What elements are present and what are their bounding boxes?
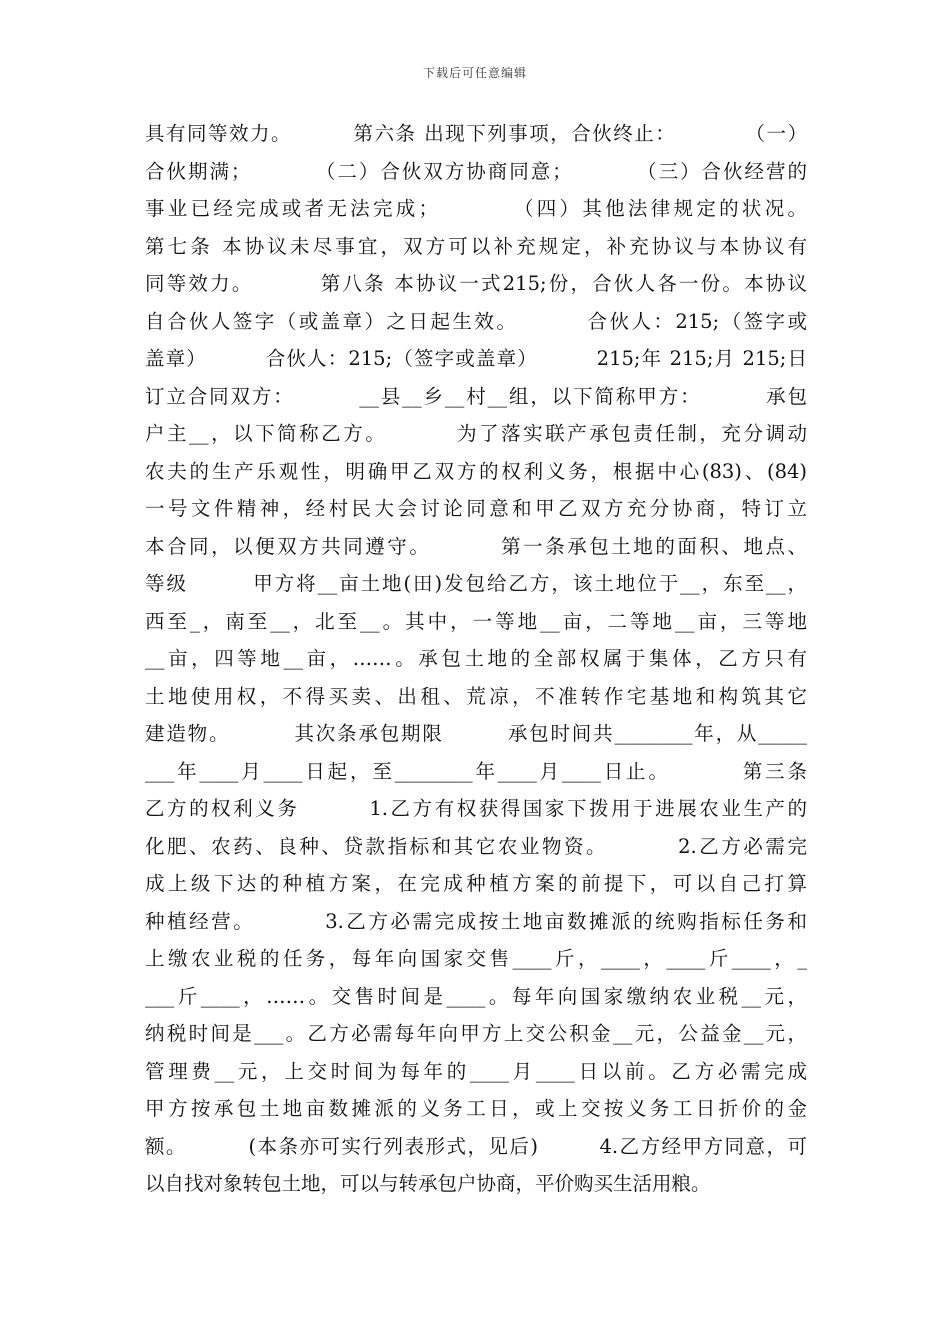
text-line: 农夫的生产乐观性，明确甲乙双方的权利义务，根据中心(83)、(84) — [145, 459, 807, 483]
text-line: 户主__，以下简称乙方。 为了落实联产承包责任制，充分调动 — [145, 422, 807, 445]
text-line: 纳税时间是___。乙方必需每年向甲方上交公积金__元，公益金__元， — [145, 1022, 807, 1045]
text-line: 上缴农业税的任务，每年向国家交售____斤，____，____斤____，_ — [145, 947, 807, 970]
text-line: 第七条 本协议未尽事宜，双方可以补充规定，补充协议与本协议有 — [145, 234, 807, 258]
text-line: ___斤____，……。交售时间是____。每年向国家缴纳农业税__元， — [145, 984, 807, 1008]
text-line: 乙方的权利义务 1.乙方有权获得国家下拨用于进展农业生产的 — [145, 797, 807, 820]
text-line: 盖章） 合伙人：215;（签字或盖章） 215;年 215;月 215;日 — [145, 347, 807, 370]
text-line: 本合同，以便双方共同遵守。 第一条承包土地的面积、地点、 — [145, 534, 807, 558]
text-line: 自合伙人签字（或盖章）之日起生效。 合伙人：215;（签字或 — [145, 309, 807, 333]
text-line: __亩，四等地__亩，……。承包土地的全部权属于集体，乙方只有 — [145, 647, 807, 670]
text-line: 额。 (本条亦可实行列表形式，见后) 4.乙方经甲方同意，可 — [145, 1134, 807, 1158]
text-line: 土地使用权，不得买卖、出租、荒凉，不准转作宅基地和构筑其它 — [145, 684, 807, 708]
text-line: 一号文件精神，经村民大会讨论同意和甲乙双方充分协商，特订立 — [145, 497, 807, 520]
document-body — [145, 115, 807, 1203]
text-line: 管理费__元，上交时间为每年的____月____日以前。乙方必需完成 — [145, 1059, 807, 1083]
text-line: 西至_，南至__，北至__。其中，一等地__亩，二等地__亩，三等地 — [145, 609, 807, 633]
text-line: 等级 甲方将__亩土地(田)发包给乙方，该土地位于__，东至__， — [145, 572, 807, 595]
text-line: 甲方按承包土地亩数摊派的义务工日，或上交按义务工日折价的金 — [145, 1097, 807, 1120]
text-line: 建造物。 其次条承包期限 承包时间共________年，从_____ — [145, 722, 807, 745]
text-line: 以自找对象转包土地，可以与转承包户协商，平价购买生活用粮。 — [145, 1172, 711, 1195]
text-line: 事业已经完成或者无法完成； （四）其他法律规定的状况。 — [145, 197, 807, 220]
text-line: 合伙期满； （二）合伙双方协商同意； （三）合伙经营的 — [145, 159, 807, 183]
text-line: 同等效力。 第八条 本协议一式215;份，合伙人各一份。本协议 — [145, 272, 807, 295]
text-line: ___年____月____日起，至________年____月____日止。 第三条 — [145, 759, 807, 783]
text-line: 化肥、农药、良种、贷款指标和其它农业物资。 2.乙方必需完 — [145, 834, 807, 858]
text-line: 订立合同双方： __县__乡__村__组，以下简称甲方： 承包 — [145, 384, 807, 408]
text-line: 种植经营。 3.乙方必需完成按土地亩数摊派的统购指标任务和 — [145, 909, 807, 933]
text-line: 具有同等效力。 第六条 出现下列事项，合伙终止： （一） — [145, 122, 807, 145]
text-line: 成上级下达的种植方案，在完成种植方案的前提下，可以自己打算 — [145, 872, 807, 895]
page-header: 下载后可任意编辑 — [422, 66, 527, 80]
